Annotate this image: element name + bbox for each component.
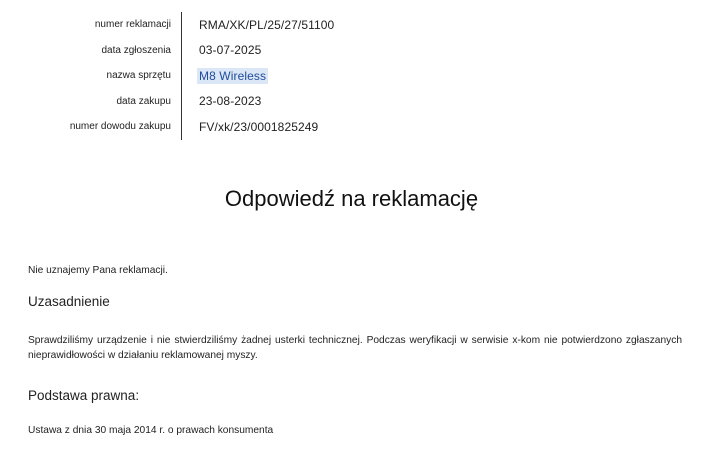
meta-label: data zgłoszenia (101, 44, 171, 56)
meta-row-device-name (0, 63, 703, 89)
complaint-number: RMA/XK/PL/25/27/51100 (199, 17, 335, 32)
meta-label: numer dowodu zakupu (69, 121, 171, 133)
document-title: Odpowiedź na reklamację (224, 186, 479, 211)
meta-separator (181, 63, 182, 89)
justification-heading: Uzasadnienie (28, 294, 110, 309)
meta-row-proof-of-purchase (0, 114, 703, 140)
legal-basis-text: Ustawa z dnia 30 maja 2014 r. o prawach konsumenta (28, 425, 274, 436)
complaint-meta-table (0, 12, 703, 140)
meta-row-complaint-number (0, 12, 703, 38)
decision-text: Nie uznajemy Pana reklamacji. (28, 265, 168, 276)
meta-label: numer reklamacji (94, 19, 171, 31)
purchase-date: 23-08-2023 (199, 94, 262, 109)
meta-label: nazwa sprzętu (106, 70, 171, 82)
meta-label: data zakupu (116, 95, 171, 107)
justification-text: Sprawdziliśmy urządzenie i nie stwierdziliśmy żadnej usterki technicznej. Podczas weryfikacji w serwisie x-kom nie potwierdzono zgłaszanych nieprawidłowości w działaniu reklamowanej myszy. (28, 335, 682, 361)
meta-row-report-date (0, 38, 703, 64)
report-date: 03-07-2025 (199, 43, 262, 58)
device-name: M8 Wireless (199, 68, 267, 83)
proof-of-purchase-number: FV/xk/23/0001825249 (199, 119, 319, 134)
meta-row-purchase-date (0, 89, 703, 115)
legal-basis-heading: Podstawa prawna: (28, 388, 140, 403)
